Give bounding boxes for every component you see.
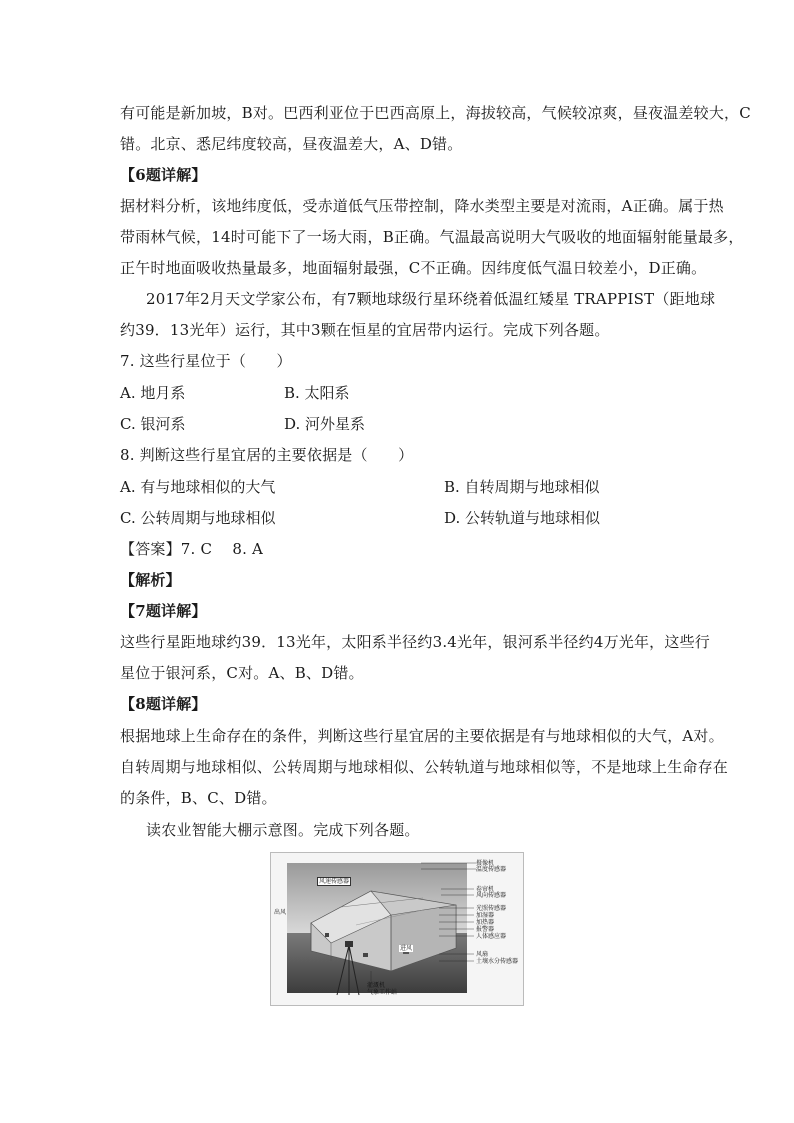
- irrigation-label: 灌溉机: [367, 982, 386, 989]
- human-sensor-label: 人体感应器: [476, 933, 507, 940]
- q7-option-a: A. 地月系: [120, 384, 186, 402]
- section-heading: 【8题详解】: [120, 695, 207, 713]
- roller-label: 卷帘机: [476, 886, 495, 893]
- camera-label: 摄像机: [476, 860, 495, 867]
- soil-moisture-sensor-label: 土壤水分传感器: [476, 958, 519, 965]
- text-line: 约39．13光年）运行，其中3颗在恒星的宜居带内运行。完成下列各题。: [120, 321, 610, 339]
- text-line: 的条件，B、C、D错。: [120, 789, 277, 807]
- text-line: 星位于银河系，C对。A、B、D错。: [120, 664, 364, 682]
- text-line: 这些行星距地球约39．13光年，太阳系半径约3.4光年，银河系半径约4万光年，这些行: [120, 633, 710, 651]
- text-line: 正午时地面吸收热量最多，地面辐射最强，C不正确。因纬度低气温日较差小，D正确。: [120, 259, 707, 277]
- text-line: 有可能是新加坡，B对。巴西利亚位于巴西高原上，海拔较高，气候较凉爽，昼夜温差较大，C: [120, 104, 751, 122]
- answer-line: 【答案】7. C 8. A: [120, 540, 264, 558]
- greenhouse-diagram: [270, 852, 524, 1006]
- humidifier-label: 加湿器: [476, 912, 495, 919]
- question-7: 7. 这些行星位于（ ）: [120, 352, 292, 370]
- text-line: 读农业智能大棚示意图。完成下列各题。: [146, 821, 420, 839]
- q7-option-c: C. 银河系: [120, 415, 186, 433]
- fan-label: 风扇: [476, 951, 489, 958]
- alarm-label: 报警器: [476, 926, 495, 933]
- q8-option-c: C. 公转周期与地球相似: [120, 509, 276, 527]
- wind-direction-sensor-label: 风向传感器: [476, 892, 507, 899]
- section-heading: 【7题详解】: [120, 602, 207, 620]
- outlet-label: 出风: [274, 909, 287, 916]
- light-sensor-label: 光照传感器: [476, 905, 507, 912]
- q8-option-d: D. 公转轨道与地球相似: [444, 509, 601, 527]
- q8-option-b: B. 自转周期与地球相似: [444, 478, 600, 496]
- q7-option-b: B. 太阳系: [284, 384, 350, 402]
- section-heading: 【解析】: [120, 571, 181, 589]
- text-line: 错。北京、悉尼纬度较高，昼夜温差大，A、D错。: [120, 135, 463, 153]
- text-line: 2017年2月天文学家公布，有7颗地球级行星环绕着低温红矮星 TRAPPIST（距地球: [146, 290, 716, 308]
- inlet-label: 进风: [400, 945, 413, 952]
- text-line: 根据地球上生命存在的条件，判断这些行星宜居的主要依据是有与地球相似的大气，A对。: [120, 727, 724, 745]
- heater-label: 加热器: [476, 919, 495, 926]
- text-line: 据材料分析，该地纬度低，受赤道低气压带控制，降水类型主要是对流雨，A正确。属于热: [120, 197, 724, 215]
- q8-option-a: A. 有与地球相似的大气: [120, 478, 276, 496]
- temperature-sensor-label: 温度传感器: [476, 866, 507, 873]
- q7-option-d: D. 河外星系: [284, 415, 366, 433]
- wind-speed-sensor-label: 风速传感器: [319, 878, 350, 885]
- question-8: 8. 判断这些行星宜居的主要依据是（ ）: [120, 446, 414, 464]
- section-heading: 【6题详解】: [120, 166, 207, 184]
- text-line: 自转周期与地球相似、公转周期与地球相似、公转轨道与地球相似等，不是地球上生命存在: [120, 758, 729, 776]
- text-line: 带雨林气候，14时可能下了一场大雨，B正确。气温最高说明大气吸收的地面辐射能量最多，: [120, 228, 744, 246]
- weather-station-label: 气象工作站: [367, 989, 398, 996]
